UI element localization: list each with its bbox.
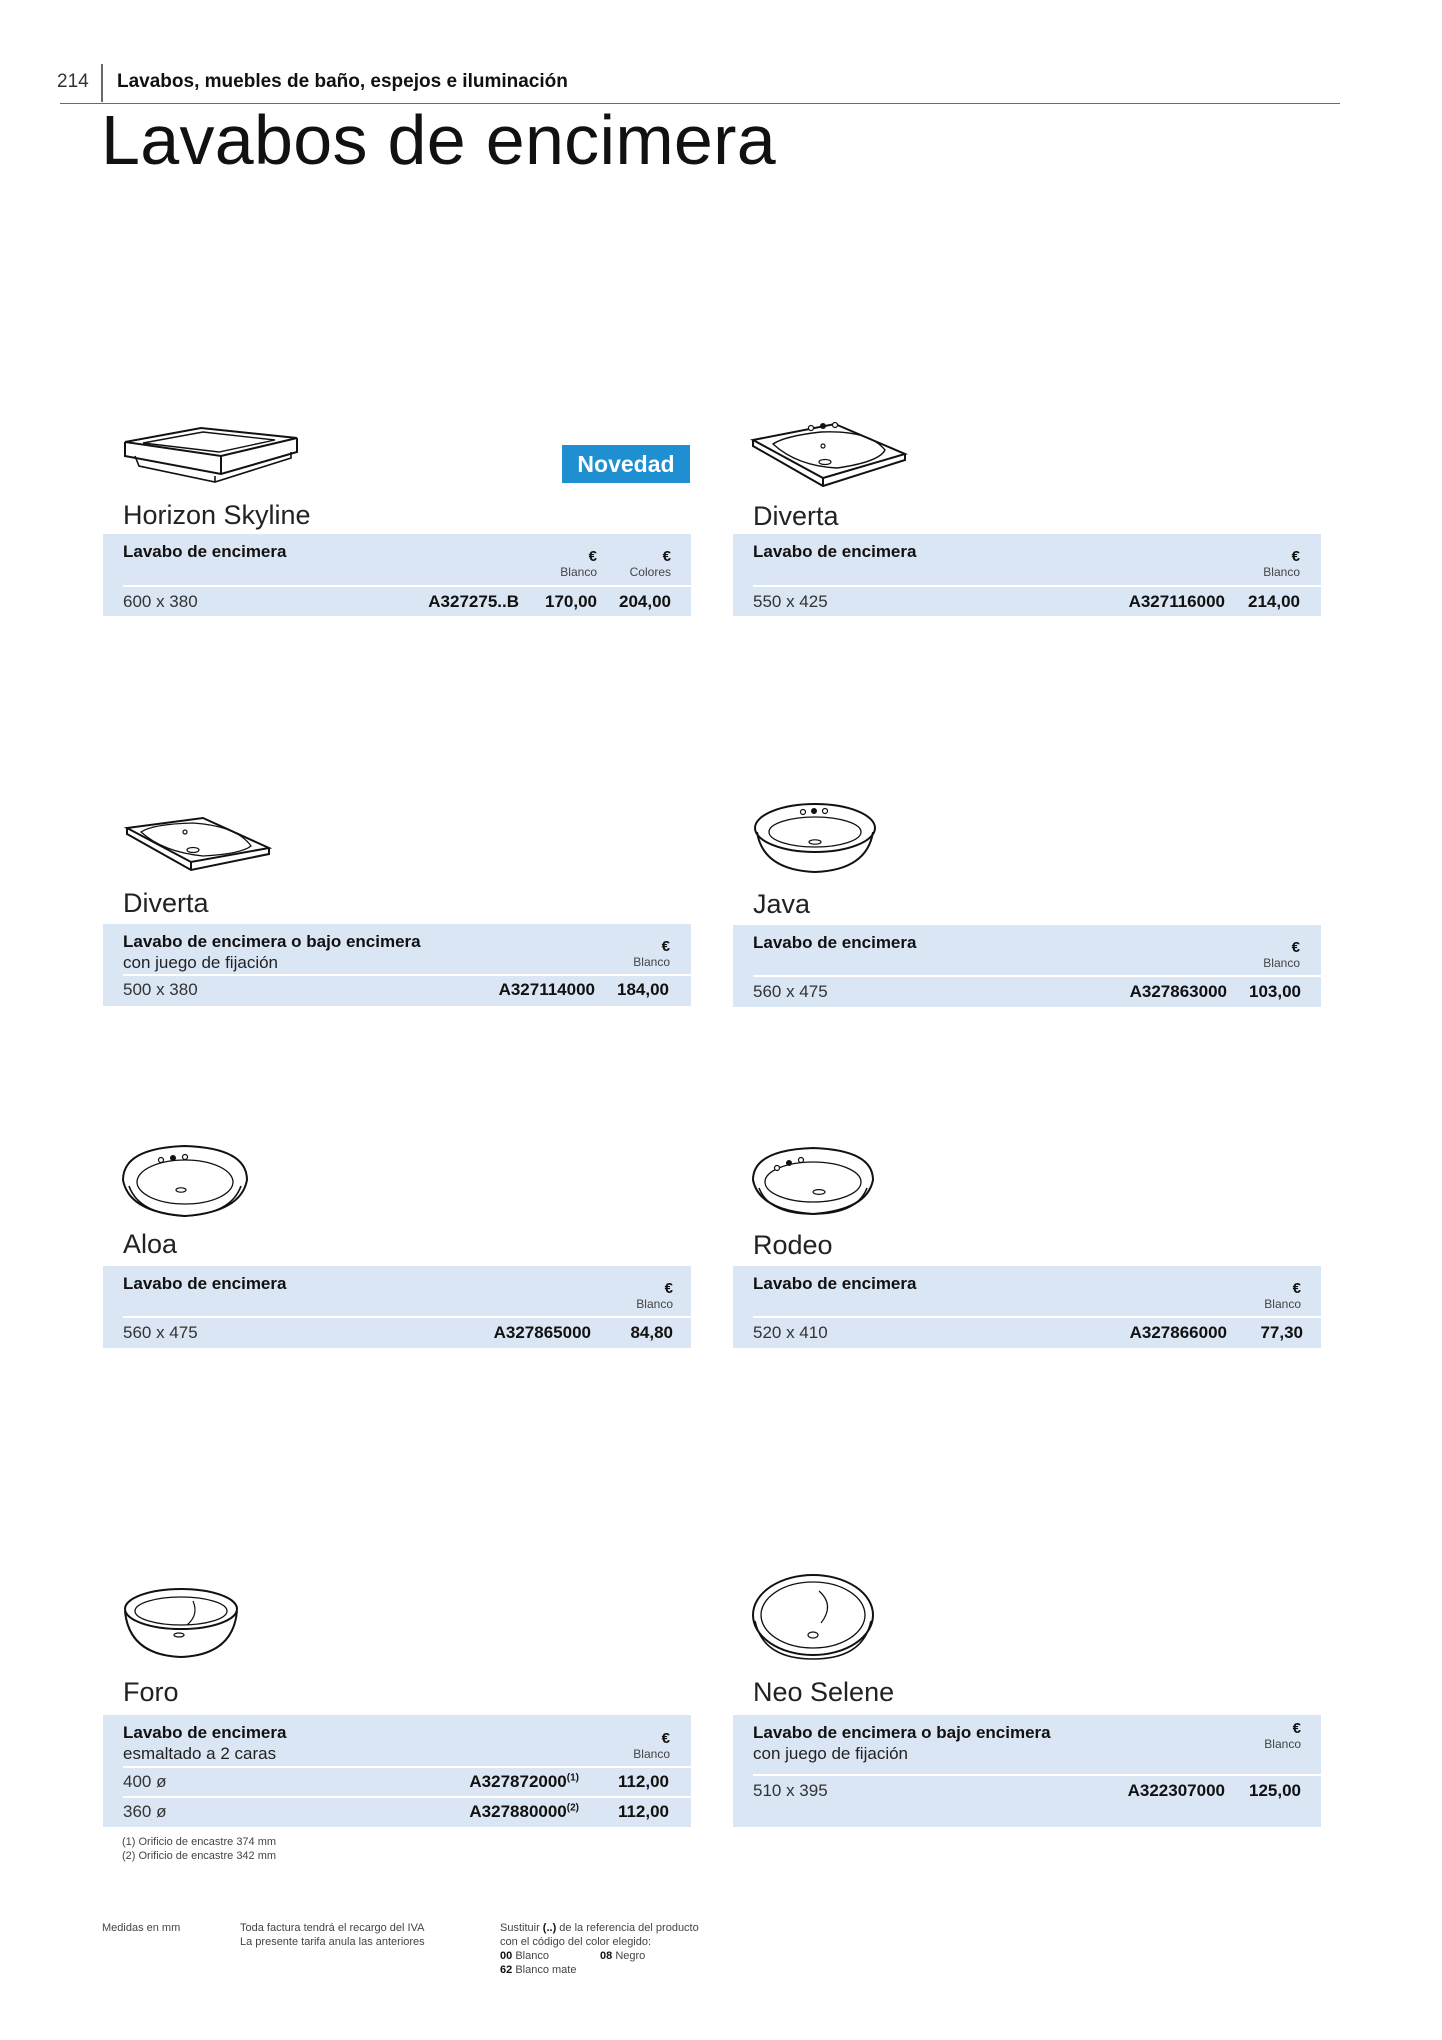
currency-symbol: € [662,548,671,565]
table-row [103,1766,691,1796]
price-column-header [1221,1280,1301,1311]
currency-symbol: € [1291,939,1300,956]
product-description: Lavabo de encimera [123,1274,287,1293]
page-title: Lavabos de encimera [101,101,777,179]
product-description: Lavabo de encimera [753,1274,917,1293]
table-row [103,974,691,1004]
washbasin-illustration [751,800,881,876]
dimensions: 560 x 475 [123,1323,198,1342]
product-description: Lavabo de encimera [123,542,287,561]
footnote: (1) Orificio de encastre 374 mm [122,1836,277,1848]
price-white: 77,30 [1260,1323,1303,1342]
dimensions: 550 x 425 [753,592,828,611]
price-white: 84,80 [630,1323,673,1342]
product-description: Lavabo de encimera [753,933,917,952]
reference-code [379,1802,579,1822]
section-title: Lavabos, muebles de baño, espejos e iluminación [117,71,568,92]
footer-legal [240,1921,425,1949]
color-code-name: Blanco [515,1950,549,1962]
washbasin-illustration [119,1140,251,1220]
product-name: Aloa [123,1229,178,1259]
price-column-label: Blanco [633,955,670,969]
washbasin-illustration [121,416,301,494]
product-name: Horizon Skyline [123,500,311,530]
product-neo-selene [733,1565,1321,1825]
price-table [733,1715,1321,1827]
dimensions: 600 x 380 [123,592,198,611]
dimensions: 360 ø [123,1802,167,1821]
reference-code: A327865000 [493,1323,591,1342]
price-column-label: Blanco [560,565,597,579]
price-colors: 204,00 [619,592,671,611]
price-column-header [1220,548,1300,579]
color-code [500,1963,760,1977]
product-aloa [103,1140,691,1350]
color-code [500,1949,549,1963]
price-column-header [590,1730,670,1761]
price-white: 103,00 [1249,982,1301,1001]
color-code [600,1949,645,1963]
price-table [733,925,1321,1007]
footnote-marker: (1) [566,1772,579,1784]
product-name: Rodeo [753,1230,833,1260]
product-description-detail: con juego de fijación [753,1744,909,1763]
table-row [733,1775,1321,1805]
header-divider [101,64,103,102]
footer-text: La presente tarifa anula las anteriores [240,1936,425,1948]
table-row [733,1317,1321,1347]
price-column-header [590,938,670,969]
footer-text-part: de la referencia del producto [556,1922,699,1934]
price-white: 112,00 [617,1772,669,1791]
product-description-detail: esmaltado a 2 caras [123,1744,277,1763]
price-table [103,534,691,616]
price-column-header [517,548,597,579]
footer-color-codes [500,1921,760,1977]
price-column-label: Colores [629,565,671,579]
washbasin-illustration [749,1571,877,1663]
price-table [733,534,1321,616]
price-column-header [593,1280,673,1311]
currency-symbol: € [661,938,670,955]
price-column-label: Blanco [1264,1297,1301,1311]
product-horizon-skyline [103,410,691,620]
price-table [103,1266,691,1348]
reference-code: A327863000 [1129,982,1227,1001]
footnote-marker: (2) [566,1802,579,1814]
product-diverta-undermount [103,800,691,1010]
price-white: 214,00 [1248,592,1300,611]
reference-code: A327116000 [1128,592,1225,611]
dimensions: 520 x 410 [753,1323,828,1342]
currency-symbol: € [1292,1280,1301,1297]
product-description: Lavabo de encimera o bajo encimera [753,1723,1051,1742]
footer-text: con el código del color elegido: [500,1936,652,1948]
color-code-number: 62 [500,1964,513,1976]
product-name: Neo Selene [753,1677,895,1707]
product-rodeo [733,1140,1321,1350]
reference-number: A327872000 [469,1772,567,1791]
product-name: Java [753,889,811,919]
price-table [733,1266,1321,1348]
product-java [733,800,1321,1010]
color-code-number: 00 [500,1950,513,1962]
price-column-label: Blanco [636,1297,673,1311]
reference-code: A327275..B [428,592,519,611]
price-white: 125,00 [1249,1781,1301,1800]
product-foro [103,1585,691,1855]
footer-text: Medidas en mm [102,1922,181,1934]
currency-symbol: € [664,1280,673,1297]
product-name: Diverta [123,888,209,918]
price-table [103,1715,691,1827]
washbasin-illustration [749,1144,877,1218]
price-white: 170,00 [545,592,597,611]
reference-code: A322307000 [1127,1781,1225,1800]
product-diverta [733,410,1321,620]
reference-code [379,1772,579,1792]
new-badge: Novedad [562,445,690,483]
footnote: (2) Orificio de encastre 342 mm [122,1850,277,1862]
color-code-name: Blanco mate [515,1964,577,1976]
product-description: Lavabo de encimera o bajo encimera [123,932,421,951]
currency-symbol: € [1292,1720,1301,1737]
price-column-header [1221,1720,1301,1751]
footnotes [122,1835,276,1863]
footer-measurements [102,1921,180,1935]
currency-symbol: € [588,548,597,565]
price-column-label: Blanco [1263,956,1300,970]
footer-text: Toda factura tendrá el recargo del IVA [240,1922,425,1934]
reference-code: A327866000 [1129,1323,1227,1342]
dimensions: 510 x 395 [753,1781,828,1800]
price-column-header [591,548,671,579]
price-white: 112,00 [617,1802,669,1821]
table-row [103,586,691,616]
washbasin-illustration [121,1585,241,1661]
price-white: 184,00 [617,980,669,999]
table-row [103,1317,691,1347]
price-column-header [1220,939,1300,970]
table-row [733,976,1321,1006]
price-column-label: Blanco [1264,1737,1301,1751]
footer-placeholder-code: (..) [542,1922,557,1934]
table-row [103,1796,691,1826]
dimensions: 500 x 380 [123,980,198,999]
page-header [57,64,1340,104]
product-description-detail: con juego de fijación [123,953,279,972]
table-row [733,586,1321,616]
product-description: Lavabo de encimera [123,1723,287,1742]
product-name: Foro [123,1677,179,1707]
reference-number: A327880000 [469,1802,567,1821]
price-table [103,924,691,1006]
page-number: 214 [57,71,89,92]
price-column-label: Blanco [633,1747,670,1761]
washbasin-illustration [749,416,909,496]
reference-code: A327114000 [498,980,595,999]
footer-text [500,1921,760,1935]
washbasin-illustration [123,812,273,874]
footer-text-part: Sustituir [500,1922,543,1934]
dimensions: 560 x 475 [753,982,828,1001]
color-code-number: 08 [600,1950,613,1962]
color-code-name: Negro [615,1950,646,1962]
dimensions: 400 ø [123,1772,167,1791]
currency-symbol: € [661,1730,670,1747]
color-code-row [500,1949,760,1963]
product-description: Lavabo de encimera [753,542,917,561]
price-column-label: Blanco [1263,565,1300,579]
product-name: Diverta [753,501,839,531]
currency-symbol: € [1291,548,1300,565]
